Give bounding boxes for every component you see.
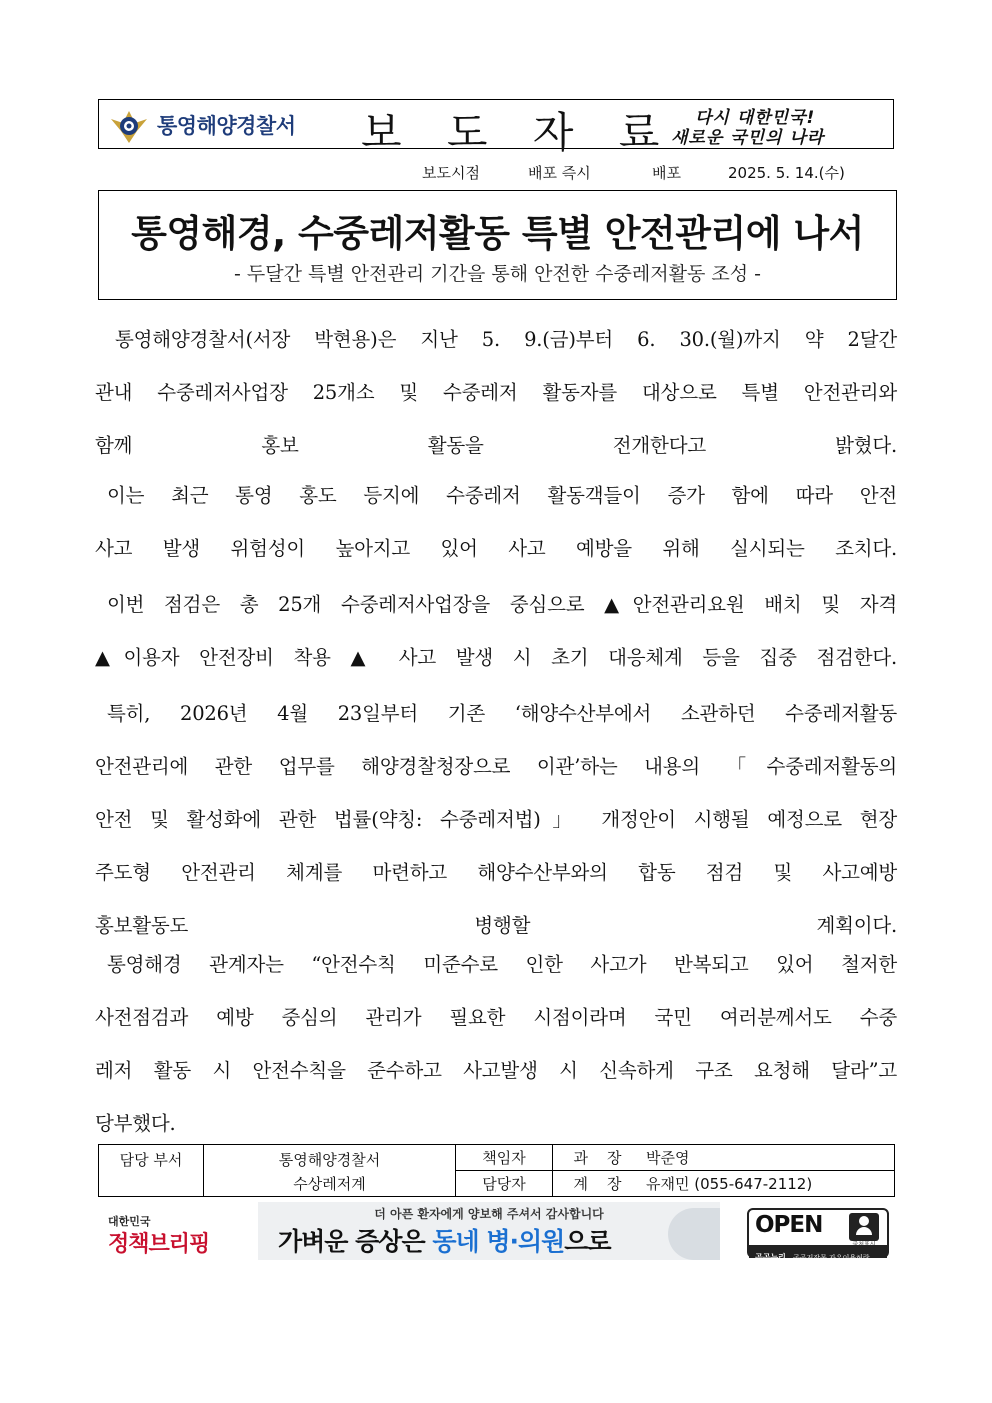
paragraph-line: ▲이용자 안전장비 착용 ▲ 사고 발생 시 초기 대응체계 등을 집중 점검한다. [95,646,897,669]
dept-name-line-1: 통영해양경찰서 [278,1151,381,1169]
paragraph-line: 안전관리에 관한 업무를 해양경찰청장으로 이관’하는 내용의 「수중레저활동의 [95,755,897,778]
open-desc-b: 공공저작물 자유이용허락 [793,1254,870,1262]
paragraph-line: 사전점검과 예방 중심의 관리가 필요한 시점이라며 국민 여러분께서도 수중 [95,1006,897,1029]
campaign-banner[interactable] [258,1202,720,1260]
policy-briefing-logo [108,1213,209,1258]
slogan-line-2: 새로운 국민의 나라 [671,128,825,148]
title-box [98,190,897,300]
release-timing: 배포 즉시 [528,164,591,182]
responsible-label-cell [456,1145,553,1171]
slogan [667,103,887,147]
attribution-icon [849,1213,879,1241]
paragraph-line: 통영해양경찰서(서장 박현용)은 지난 5. 9.(금)부터 6. 30.(월)까지 약 2달간 [115,328,897,351]
coast-guard-emblem-icon [109,105,149,145]
paragraph-3 [95,578,897,684]
banner-illustration [668,1208,720,1260]
release-date: 2025. 5. 14.(수) [728,164,845,182]
dept-label-cell [99,1145,204,1197]
responsible-title-cell [553,1145,643,1171]
dept-name-cell [204,1145,456,1197]
staff-name-cell [642,1171,895,1197]
banner-main-part-b: 동네 병·의원 [432,1227,565,1256]
banner-main-text [278,1222,611,1258]
doc-type-title: 보 도 자 료 [361,108,676,157]
paragraph-line: 특히, 2026년 4월 23일부터 기존 ‘해양수산부에서 소관하던 수중레저활동 [107,702,897,725]
briefing-label: 정책브리핑 [108,1232,210,1257]
paragraph-line: 함께 홍보 활동을 전개한다고 밝혔다. [95,434,897,457]
open-label: OPEN [755,1212,823,1238]
paragraph-line: 사고 발생 위험성이 높아지고 있어 사고 예방을 위해 실시되는 조치다. [95,537,897,560]
banner-main-part-a: 가벼운 증상은 [278,1227,433,1256]
slogan-line-1: 다시 대한민국! [695,108,816,128]
staff-label: 담당자 [482,1175,526,1193]
paragraph-1 [95,313,897,472]
paragraph-line: 안전 및 활성화에 관한 법률(약칭: 수중레저법)」 개정안이 시행될 예정으로 현장 [95,808,897,831]
staff-label-cell [456,1171,553,1197]
paragraph-4 [95,687,897,952]
contact-table [98,1144,895,1197]
org-name: 통영해양경찰서 [157,114,296,138]
dept-name-line-2: 수상레저계 [293,1175,366,1193]
distribution-label: 배포 [652,164,681,182]
banner-main-part-c: 으로 [564,1227,611,1256]
staff-title-cell [553,1171,643,1197]
responsible-title: 과 장 [573,1149,622,1167]
release-label: 보도시점 [422,164,480,182]
open-license-badge [747,1208,889,1262]
dept-label: 담당 부서 [119,1151,183,1169]
paragraph-line: 이번 점검은 총 25개 수중레저사업장을 중심으로 ▲안전관리요원 배치 및 자격 [107,593,897,616]
open-desc-bar [749,1245,887,1262]
responsible-name-cell [642,1145,895,1171]
paragraph-line: 당부했다. [95,1112,176,1135]
banner-top-text: 더 아픈 환자에게 양보해 주셔서 감사합니다 [374,1207,604,1221]
paragraph-line: 통영해경 관계자는 “안전수칙 미준수로 인한 사고가 반복되고 있어 철저한 [107,953,897,976]
header-box [98,99,894,157]
paragraph-line: 홍보활동도 병행할 계획이다. [95,914,897,937]
main-title: 통영해경, 수중레저활동 특별 안전관리에 나서 [131,212,864,255]
paragraph-line: 레저 활동 시 안전수칙을 준수하고 사고발생 시 신속하게 구조 요청해 달라”고 [95,1059,897,1082]
korea-label: 대한민국 [108,1215,151,1228]
staff-name: 유재민 (055-647-2112) [646,1175,813,1193]
responsible-label: 책임자 [482,1149,526,1167]
responsible-name: 박준영 [646,1149,690,1167]
open-desc-a: 공공누리 [755,1253,786,1262]
paragraph-2 [95,469,897,575]
paragraph-line: 이는 최근 통영 홍도 등지에 수중레저 활동객들이 증가 함에 따라 안전 [107,484,897,507]
paragraph-line: 주도형 안전관리 체계를 마련하고 해양수산부와의 합동 점검 및 사고예방 [95,861,897,884]
paragraph-line: 관내 수중레저사업장 25개소 및 수중레저 활동자를 대상으로 특별 안전관리와 [95,381,897,404]
paragraph-5 [95,938,897,1150]
staff-title: 계 장 [573,1175,622,1193]
sub-title: - 두달간 특별 안전관리 기간을 통해 안전한 수중레저활동 조성 - [234,263,761,285]
